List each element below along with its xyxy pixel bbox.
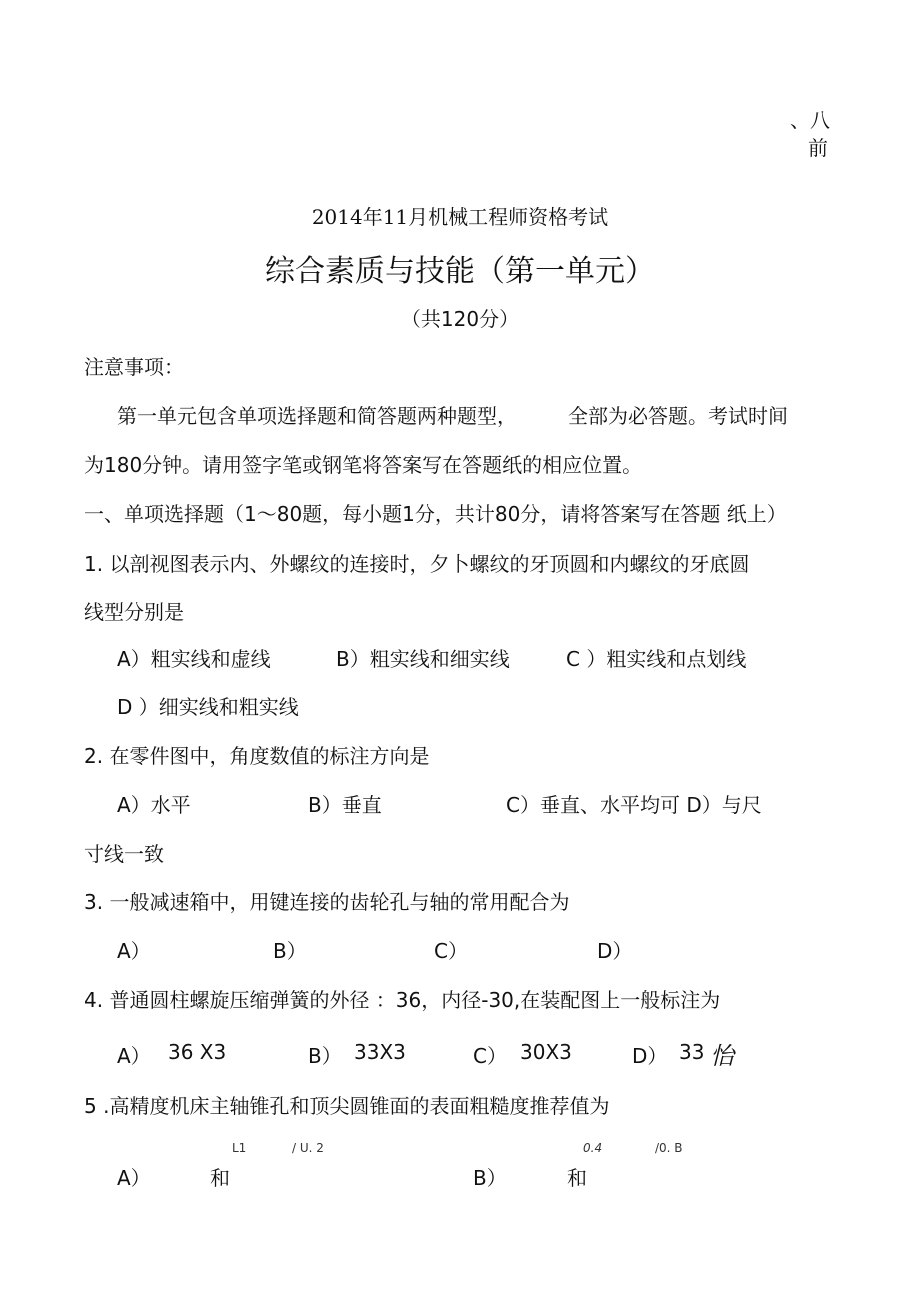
question-4-option-b-value: 33X3: [354, 1040, 406, 1064]
question-5-option-b-label[interactable]: B）: [473, 1166, 507, 1190]
question-1-option-b[interactable]: B）粗实线和细实线: [336, 647, 510, 671]
question-4-option-a-label[interactable]: A）: [117, 1044, 151, 1068]
notice-heading: 注意事项：: [84, 355, 184, 379]
question-5-option-a-label[interactable]: A）: [117, 1166, 151, 1190]
question-4-option-d-value: 33: [679, 1040, 705, 1064]
question-1-option-a[interactable]: A）粗实线和虚线: [117, 647, 271, 671]
question-2-continuation: 寸线一致: [84, 842, 164, 866]
question-5-option-b-conj: 和: [567, 1166, 587, 1190]
question-1-option-d[interactable]: D ）细实线和粗实线: [117, 695, 299, 719]
question-4-option-c-label[interactable]: C）: [473, 1044, 507, 1068]
question-4-option-c-value: 30X3: [520, 1040, 572, 1064]
question-4-option-d-extra: 怡: [710, 1042, 734, 1070]
notice-text-2: 为180分钟。请用签字笔或钢笔将答案写在答题纸的相应位置。: [84, 453, 643, 477]
corner-mark-1: 、八: [790, 108, 830, 132]
question-2-option-a[interactable]: A）水平: [117, 793, 191, 817]
notice-text-1b: 全部为必答题。考试时间: [568, 404, 788, 428]
question-3-option-a[interactable]: A）: [117, 939, 151, 963]
exam-title: 2014年11月机械工程师资格考试: [311, 205, 609, 229]
question-1-option-c[interactable]: C ）粗实线和点划线: [566, 647, 747, 671]
question-4-option-b-label[interactable]: B）: [308, 1044, 342, 1068]
question-1-stem-cont: 线型分别是: [84, 600, 184, 624]
question-5-option-a-conj: 和: [210, 1166, 230, 1190]
question-1-stem: 1. 以剖视图表示内、外螺纹的连接时，夕卜螺纹的牙顶圆和内螺纹的牙底圆: [84, 552, 750, 576]
corner-mark-2: 前: [808, 136, 828, 160]
unit-title: 综合素质与技能（第一单元）: [265, 254, 655, 289]
question-5-option-a-roughness-1: L1: [232, 1141, 247, 1155]
question-5-option-b-roughness-2: /0. B: [655, 1141, 683, 1155]
question-5-option-b-roughness-1: 0.4: [583, 1141, 603, 1155]
notice-text-1a: 第一单元包含单项选择题和简答题两种题型，: [117, 404, 517, 428]
question-2-stem: 2. 在零件图中，角度数值的标注方向是: [84, 744, 430, 768]
question-3-option-d[interactable]: D）: [597, 939, 633, 963]
section-title: 一、单项选择题（1～80题，每小题1分，共计80分，请将答案写在答题 纸上）: [84, 502, 787, 526]
question-5-option-a-roughness-2: / U. 2: [292, 1141, 324, 1155]
question-2-option-b[interactable]: B）垂直: [308, 793, 382, 817]
question-5-stem: 5 .高精度机床主轴锥孔和顶尖圆锥面的表面粗糙度推荐值为: [84, 1094, 610, 1118]
question-3-option-b[interactable]: B）: [273, 939, 307, 963]
total-score: （共120分）: [400, 307, 520, 331]
question-3-stem: 3. 一般减速箱中，用键连接的齿轮孔与轴的常用配合为: [84, 890, 570, 914]
question-2-option-c[interactable]: C）垂直、水平均可 D）与尺: [506, 793, 762, 817]
question-4-option-d-label[interactable]: D）: [632, 1044, 668, 1068]
question-4-stem: 4. 普通圆柱螺旋压缩弹簧的外径 ：36，内径-30,在装配图上一般标注为: [84, 988, 721, 1012]
question-3-option-c[interactable]: C）: [434, 939, 468, 963]
question-4-option-a-value: 36 X3: [168, 1040, 227, 1064]
